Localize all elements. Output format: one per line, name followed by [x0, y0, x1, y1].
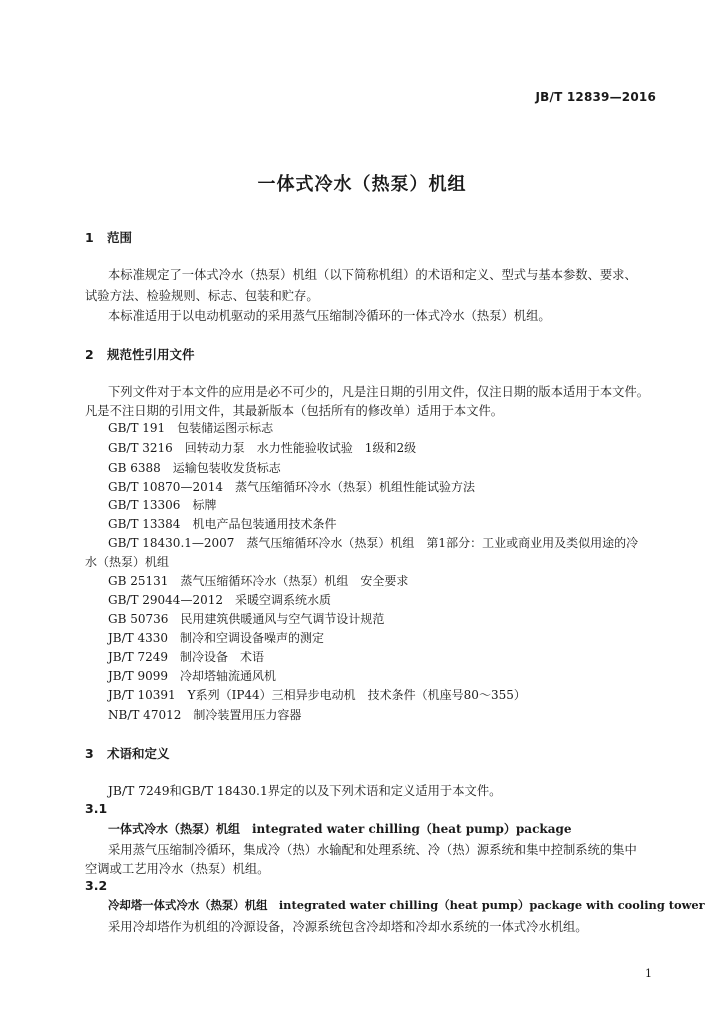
term-definition-line-1: 采用冷却塔作为机组的冷源设备，冷源系统包含冷却塔和冷却水系统的一体式冷水机组。 [108, 920, 588, 934]
section-title: 术语和定义 [107, 746, 170, 761]
page-number: 1 [645, 967, 652, 980]
reference-item: GB 6388 运输包装收发货标志 [108, 461, 281, 475]
reference-item: GB/T 18430.1—2007 蒸气压缩循环冷水（热泵）机组 第1部分：工业或商业用及类似用途的冷 [108, 536, 639, 550]
reference-item: GB/T 10870—2014 蒸气压缩循环冷水（热泵）机组性能试验方法 [108, 480, 475, 494]
refs-intro-line-1: 下列文件对于本文件的应用是必不可少的，凡是注日期的引用文件，仅注日期的版本适用于本文件。 [108, 385, 650, 399]
section-1-heading [85, 228, 132, 246]
scope-paragraph-1-line-1: 本标准规定了一体式冷水（热泵）机组（以下简称机组）的术语和定义、型式与基本参数、要求、 [108, 268, 637, 282]
term-title: 冷却塔一体式冷水（热泵）机组 integrated water chilling（heat pump）package with cooling tower [108, 898, 705, 912]
reference-item: GB/T 13306 标牌 [108, 498, 217, 512]
section-number: 3 [85, 746, 94, 761]
term-definition-line-1: 采用蒸气压缩制冷循环，集成冷（热）水输配和处理系统、冷（热）源系统和集中控制系统的集中 [108, 843, 637, 857]
section-3-heading [85, 744, 170, 762]
reference-item: GB 50736 民用建筑供暖通风与空气调节设计规范 [108, 612, 385, 626]
scope-paragraph-2: 本标准适用于以电动机驱动的采用蒸气压缩制冷循环的一体式冷水（热泵）机组。 [108, 309, 551, 323]
term-definition-line-2: 空调或工艺用冷水（热泵）机组。 [85, 862, 270, 876]
term-title: 一体式冷水（热泵）机组 integrated water chilling（heat pump）package [108, 822, 572, 836]
reference-item: GB/T 29044—2012 采暖空调系统水质 [108, 593, 331, 607]
section-number: 1 [85, 230, 94, 245]
reference-item: GB/T 3216 回转动力泵 水力性能验收试验 1级和2级 [108, 441, 417, 455]
reference-item: JB/T 4330 制冷和空调设备噪声的测定 [108, 631, 325, 645]
section-title: 范围 [107, 230, 133, 245]
reference-item: GB 25131 蒸气压缩循环冷水（热泵）机组 安全要求 [108, 574, 409, 588]
reference-item-wrap: 水（热泵）机组 [85, 555, 170, 569]
reference-item: JB/T 9099 冷却塔轴流通风机 [108, 669, 277, 683]
reference-item: JB/T 7249 制冷设备 术语 [108, 650, 265, 664]
reference-item: NB/T 47012 制冷装置用压力容器 [108, 708, 302, 722]
section-2-heading [85, 345, 195, 363]
standard-number: JB/T 12839—2016 [535, 90, 656, 104]
section-number: 2 [85, 347, 94, 362]
scope-paragraph-1-line-2: 试验方法、检验规则、标志、包装和贮存。 [85, 289, 319, 303]
section-title: 规范性引用文件 [107, 347, 195, 362]
term-number: 3.1 [85, 801, 108, 816]
term-number: 3.2 [85, 878, 108, 893]
terms-intro: JB/T 7249和GB/T 18430.1界定的以及下列术语和定义适用于本文件。 [108, 784, 502, 798]
reference-item: GB/T 13384 机电产品包装通用技术条件 [108, 517, 337, 531]
reference-item: GB/T 191 包装储运图示标志 [108, 421, 274, 435]
reference-item: JB/T 10391 Y系列（IP44）三相异步电动机 技术条件（机座号80～355） [108, 688, 526, 702]
refs-intro-line-2: 凡是不注日期的引用文件，其最新版本（包括所有的修改单）适用于本文件。 [85, 404, 504, 418]
document-title: 一体式冷水（热泵）机组 [257, 174, 467, 195]
